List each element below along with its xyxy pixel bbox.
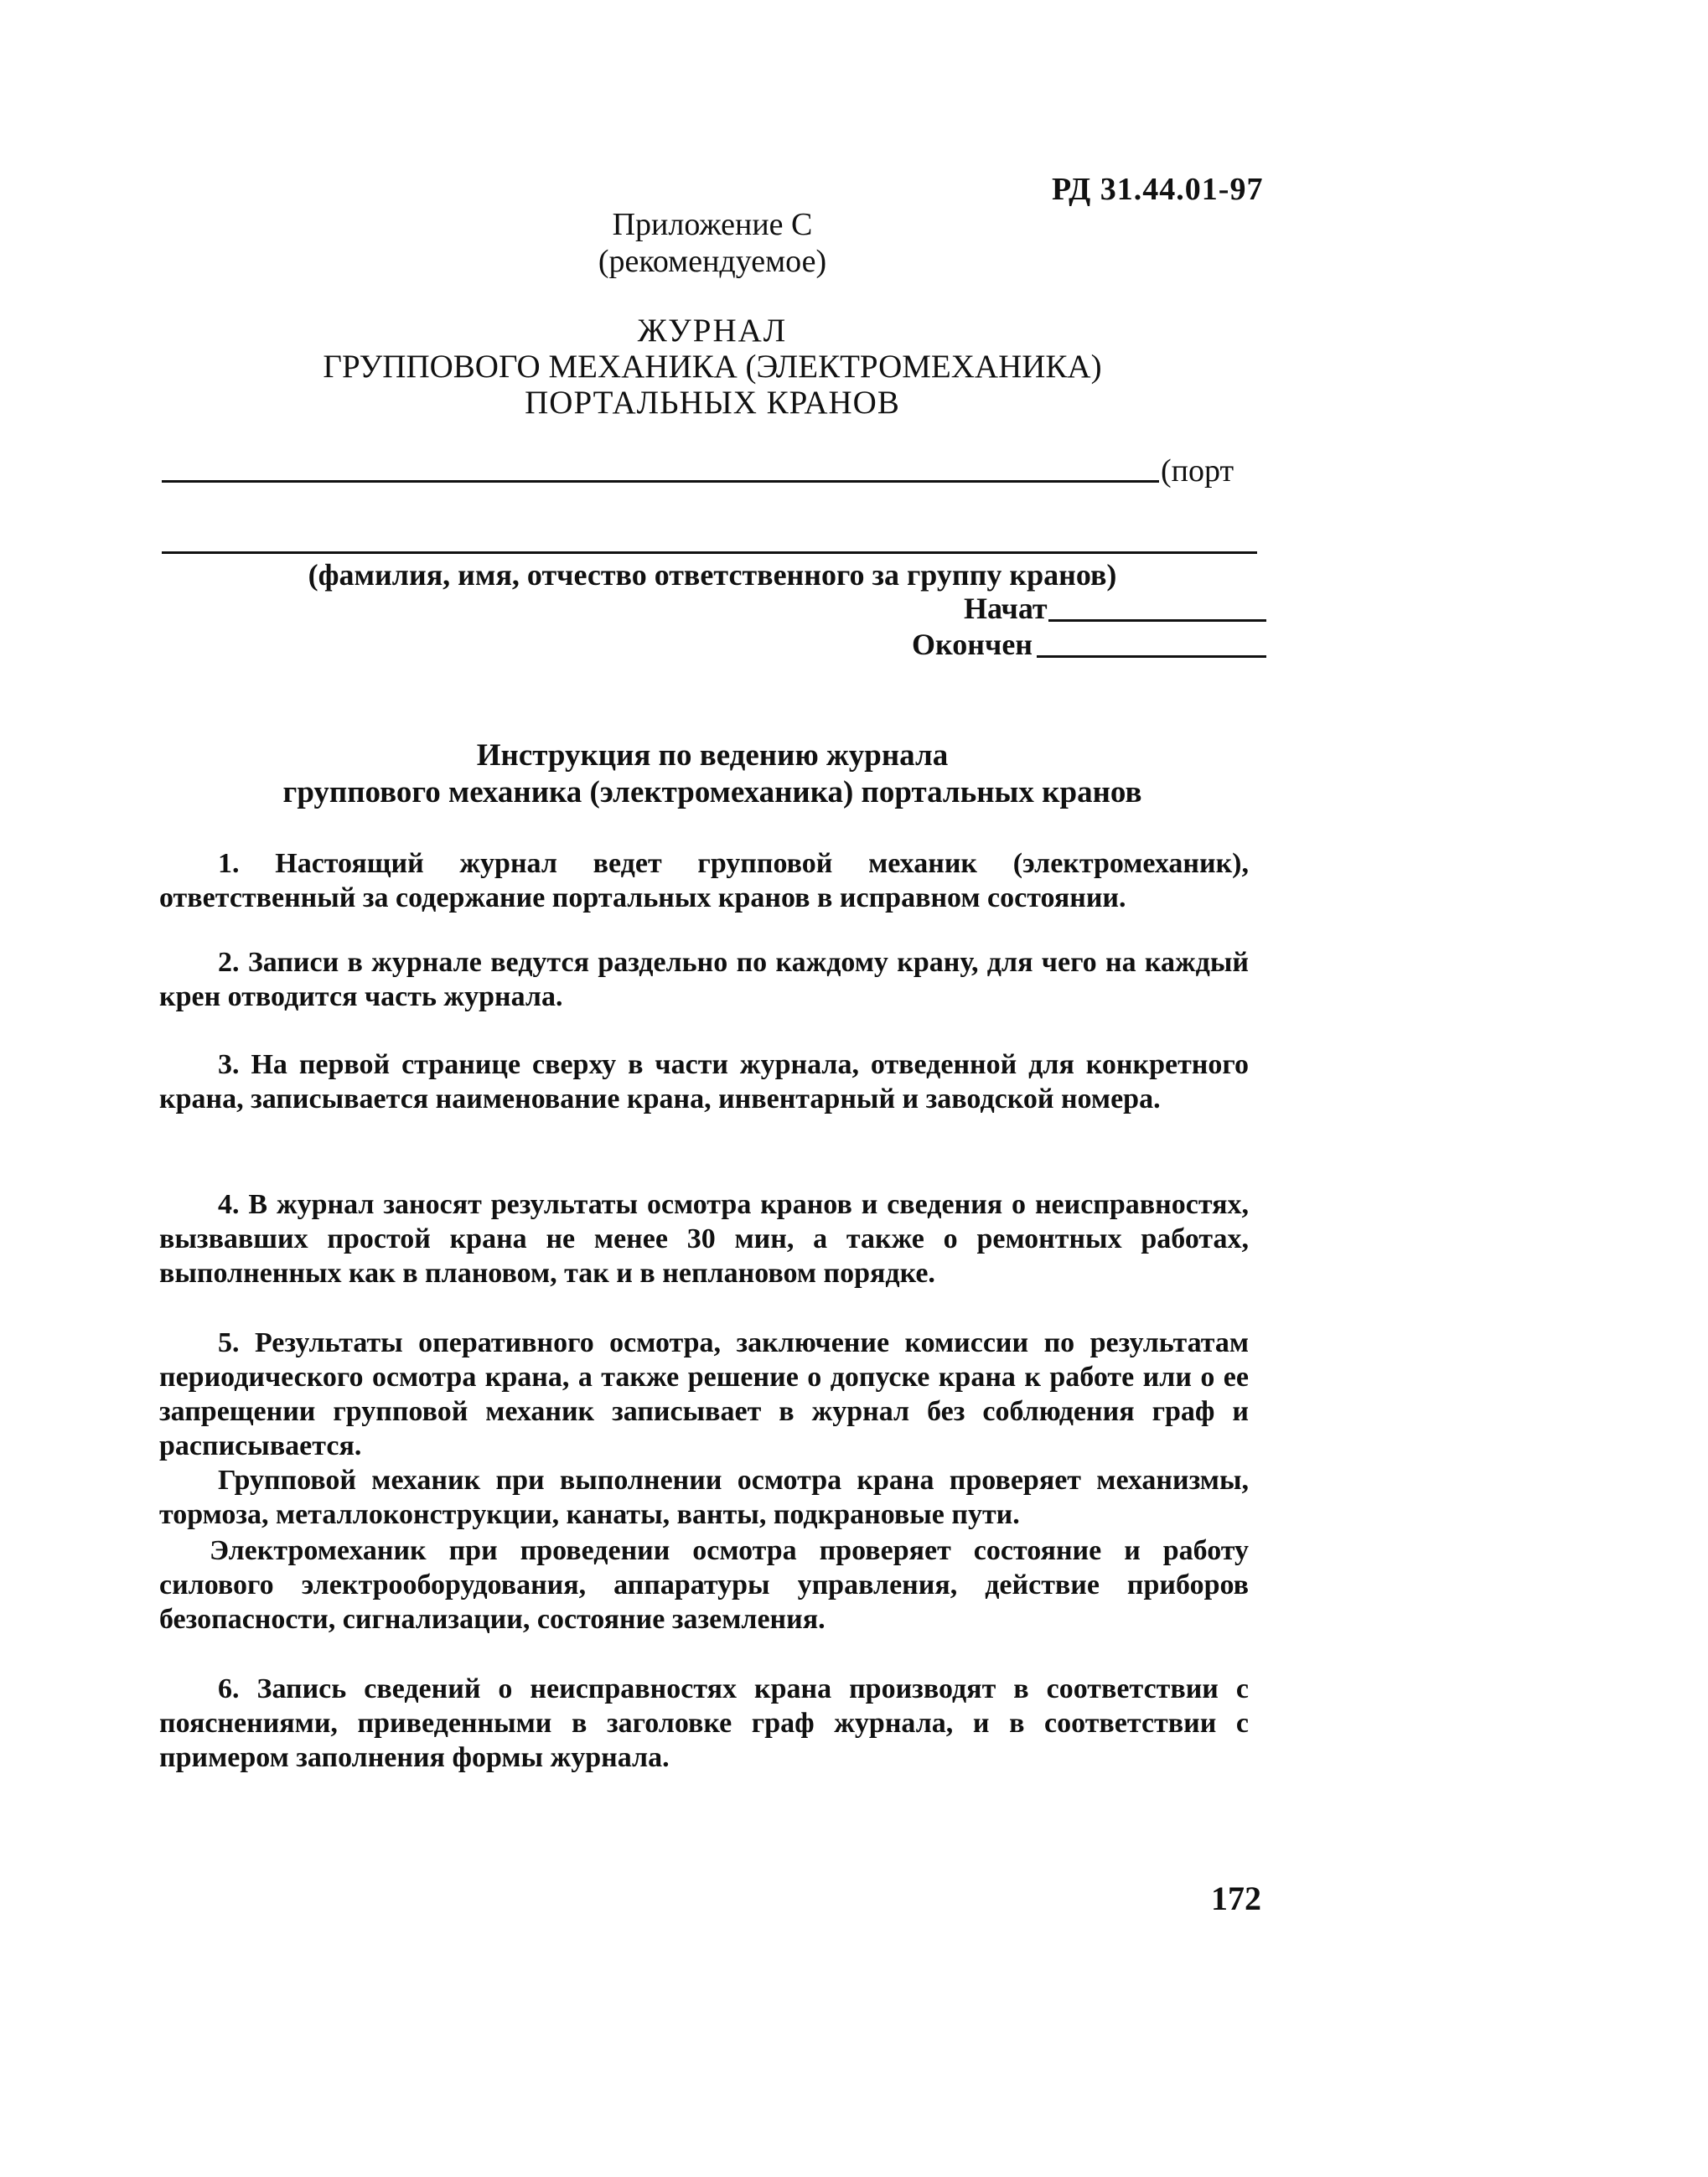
document-code: РД 31.44.01-97 xyxy=(1052,172,1264,207)
port-label: (порт xyxy=(1161,453,1234,489)
instruction-paragraph-1: 1. Настоящий журнал ведет групповой механик (электромеханик), ответственный за содержание портальных кранов в исправном состоянии. xyxy=(159,848,1249,913)
port-blank-line xyxy=(162,480,1159,483)
started-label: Начат xyxy=(964,592,1048,625)
finished-label: Окончен xyxy=(912,628,1033,661)
journal-title-line-1: ЖУРНАЛ xyxy=(637,313,788,349)
instruction-paragraph-5-electromechanic: Электромеханик при проведении осмотра проверяет состояние и работу силового электрооборудования, аппаратуры управления, действие приборов безопасности, сигнализации, состояние заземления. xyxy=(159,1535,1249,1635)
responsible-name-caption: (фамилия, имя, отчество ответственного за группу кранов) xyxy=(308,558,1117,592)
instruction-paragraph-2: 2. Записи в журнале ведутся раздельно по каждому крану, для чего на каждый крен отводится часть журнала. xyxy=(159,947,1249,1012)
appendix-label: Приложение С xyxy=(612,207,813,242)
instruction-paragraph-5-mechanic: Групповой механик при выполнении осмотра крана проверяет механизмы, тормоза, металлоконструкции, канаты, ванты, подкрановые пути. xyxy=(159,1465,1249,1530)
finished-blank-line xyxy=(1037,655,1266,658)
journal-title-line-2: ГРУППОВОГО МЕХАНИКА (ЭЛЕКТРОМЕХАНИКА) xyxy=(323,349,1102,385)
instruction-paragraph-4: 4. В журнал заносят результаты осмотра кранов и сведения о неисправностях, вызвавших простой крана не менее 30 мин, а также о ремонтных работах, выполненных как в плановом, так и в неплановом порядке. xyxy=(159,1189,1249,1289)
appendix-note: (рекомендуемое) xyxy=(598,244,827,279)
instruction-title-line-2: группового механика (электромеханика) портальных кранов xyxy=(282,775,1142,809)
instruction-paragraph-5: 5. Результаты оперативного осмотра, заключение комиссии по результатам периодического осмотра крана, а также решение о допуске крана к работе или о ее запрещении групповой механик записывает в журнал без соблюдения граф и расписывается. xyxy=(159,1327,1249,1461)
started-blank-line xyxy=(1048,619,1266,622)
journal-title-line-3: ПОРТАЛЬНЫХ КРАНОВ xyxy=(525,385,900,421)
page-number: 172 xyxy=(1211,1880,1261,1917)
instruction-paragraph-3: 3. На первой странице сверху в части журнала, отведенной для конкретного крана, записывается наименование крана, инвентарный и заводской номера. xyxy=(159,1049,1249,1114)
responsible-name-blank-line xyxy=(162,551,1257,554)
instruction-title-line-1: Инструкция по ведению журнала xyxy=(476,738,949,773)
instruction-paragraph-6: 6. Запись сведений о неисправностях крана производят в соответствии с пояснениями, приведенными в заголовке граф журнала, и в соответствии с примером заполнения формы журнала. xyxy=(159,1673,1249,1773)
